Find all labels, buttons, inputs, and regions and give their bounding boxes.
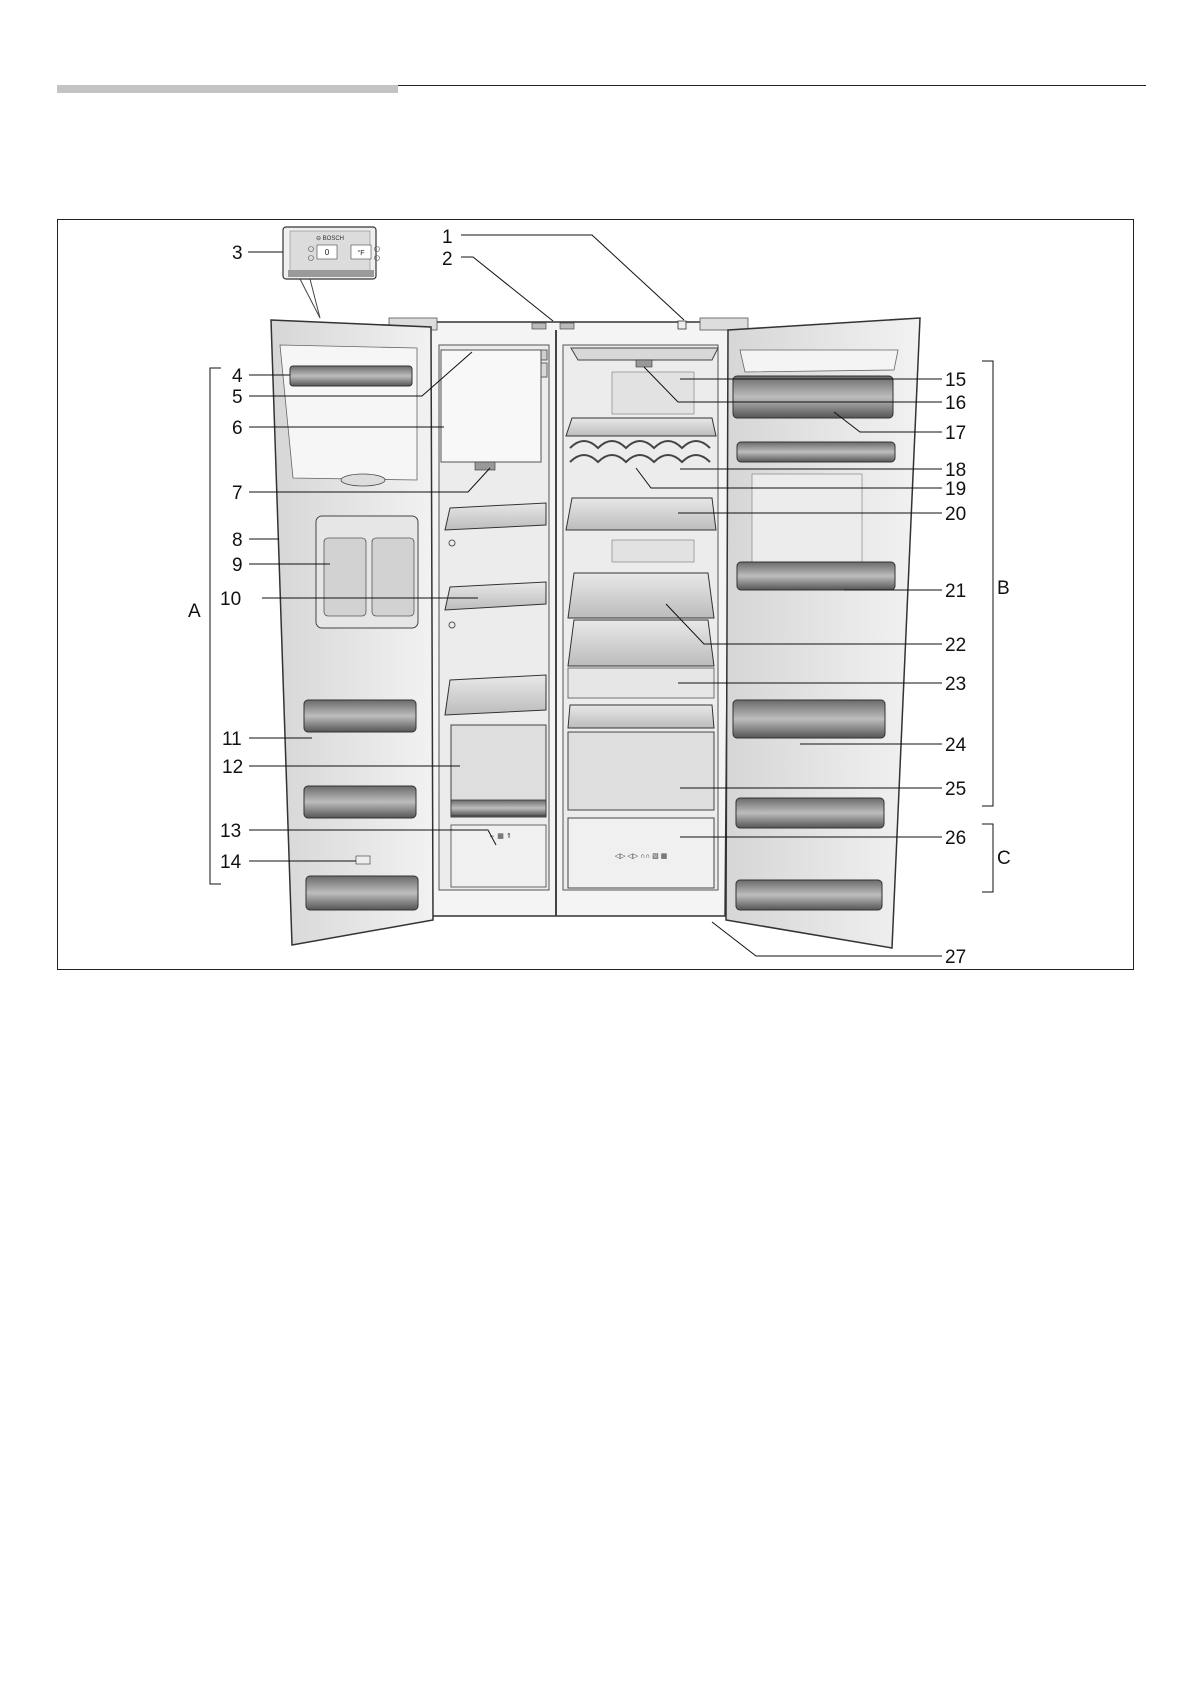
callout-23: 23 [945, 674, 967, 695]
zone-label-a: A [188, 601, 201, 622]
callout-6: 6 [232, 418, 243, 439]
callout-7: 7 [232, 483, 243, 504]
control-panel-brand: ⊖ BOSCH [315, 236, 345, 242]
callout-18: 18 [945, 460, 967, 481]
callout-15: 15 [945, 370, 967, 391]
callout-20: 20 [945, 504, 967, 525]
callout-5: 5 [232, 387, 243, 408]
callout-27: 27 [945, 947, 967, 968]
control-panel-inset [283, 227, 380, 318]
svg-text:◁▷ ◁▷ ∩∩ ▧ ▦: ◁▷ ◁▷ ∩∩ ▧ ▦ [614, 853, 668, 860]
callout-13: 13 [220, 821, 242, 842]
callout-24: 24 [945, 735, 967, 756]
callout-21: 21 [945, 581, 967, 602]
callout-12: 12 [222, 757, 244, 778]
callout-16: 16 [945, 393, 967, 414]
zone-label-b: B [997, 578, 1010, 599]
callout-22: 22 [945, 635, 967, 656]
callout-4: 4 [232, 366, 243, 387]
callout-1: 1 [442, 227, 453, 248]
control-panel-right-display: °F [357, 250, 365, 257]
callout-25: 25 [945, 779, 967, 800]
control-panel-left-display: 0 [324, 248, 330, 257]
fridge-interior [566, 348, 718, 888]
callout-2: 2 [442, 249, 453, 270]
callout-3: 3 [232, 243, 243, 264]
freezer-door [271, 320, 433, 945]
callout-19: 19 [945, 479, 967, 500]
svg-text:⇔ ▦ ⇑: ⇔ ▦ ⇑ [488, 833, 512, 840]
fridge-door [726, 318, 920, 948]
callout-9: 9 [232, 555, 243, 576]
callout-14: 14 [220, 852, 242, 873]
callout-10: 10 [220, 589, 242, 610]
callout-11: 11 [222, 729, 242, 750]
zone-label-c: C [997, 848, 1011, 869]
callout-26: 26 [945, 828, 967, 849]
callout-8: 8 [232, 530, 243, 551]
callout-17: 17 [945, 423, 967, 444]
